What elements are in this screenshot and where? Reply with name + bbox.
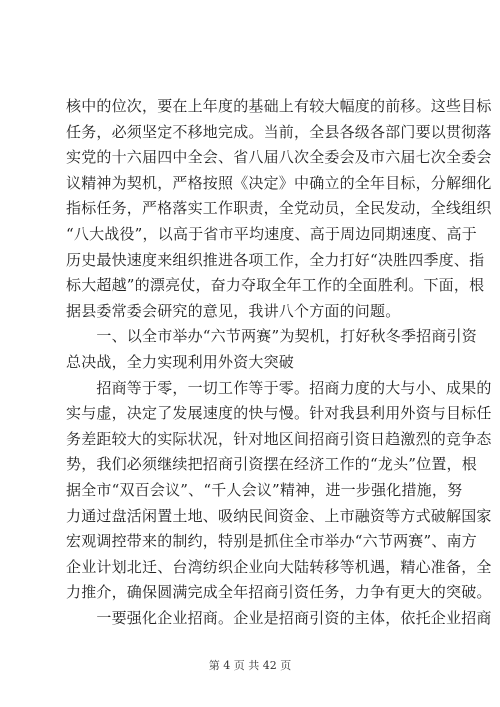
text-line: 据全市“双百会议”、“千人会议”精神，进一步强化措施，努 bbox=[66, 480, 463, 499]
page-number-footer: 第 4 页 共 42 页 bbox=[208, 659, 292, 672]
text-line: 力推介，确保圆满完成全年招商引资任务，力争有更大的突破。 bbox=[66, 583, 492, 602]
text-line: 历史最快速度来组织推进各项工作，全力打好“决胜四季度、指 bbox=[66, 250, 485, 269]
text-line: 一要强化企业招商。企业是招商引资的主体，依托企业招商 bbox=[66, 608, 492, 627]
section-heading-line: 总决战，全力实现利用外资大突破 bbox=[66, 352, 295, 371]
text-line: 议精神为契机，严格按照《决定》中确立的全年目标，分解细化 bbox=[66, 173, 492, 192]
text-line: 力通过盘活闲置土地、吸纳民间资金、上市融资等方式破解国家 bbox=[66, 506, 492, 525]
text-line: 实党的十六届四中全会、省八届八次全委会及市六届七次全委会 bbox=[66, 148, 492, 167]
text-line: 企业计划北迁、台湾纺织企业向大陆转移等机遇，精心准备，全 bbox=[66, 557, 492, 576]
text-line: 务差距较大的实际状况，针对地区间招商引资日趋激烈的竞争态 bbox=[66, 429, 492, 448]
text-line: 指标任务，严格落实工作职责，全党动员，全民发动，全线组织 bbox=[66, 199, 492, 218]
text-line: 宏观调控带来的制约，特别是抓住全市举办“六节两赛”、南方 bbox=[66, 532, 477, 551]
text-line: 招商等于零，一切工作等于零。招商力度的大与小、成果的 bbox=[66, 378, 492, 397]
text-line: 据县委常委会研究的意见，我讲八个方面的问题。 bbox=[66, 301, 401, 320]
document-body bbox=[66, 94, 492, 631]
text-line: 标大超越”的漂亮仗，奋力夺取全年工作的全面胜利。下面，根 bbox=[66, 276, 485, 295]
text-line: 核中的位次，要在上年度的基础上有较大幅度的前移。这些目标 bbox=[66, 97, 492, 115]
text-line: “八大战役”，以高于省市平均速度、高于周边同期速度、高于 bbox=[66, 224, 477, 243]
text-line: 实与虚，决定了发展速度的快与慢。针对我县利用外资与目标任 bbox=[66, 404, 492, 423]
text-line: 任务，必须坚定不移地完成。当前，全县各级各部门要以贯彻落 bbox=[66, 122, 492, 141]
section-heading-line: 一、以全市举办“六节两赛”为契机，打好秋冬季招商引资 bbox=[66, 327, 477, 346]
text-line: 势，我们必须继续把招商引资摆在经济工作的“龙头”位置，根 bbox=[66, 455, 477, 474]
